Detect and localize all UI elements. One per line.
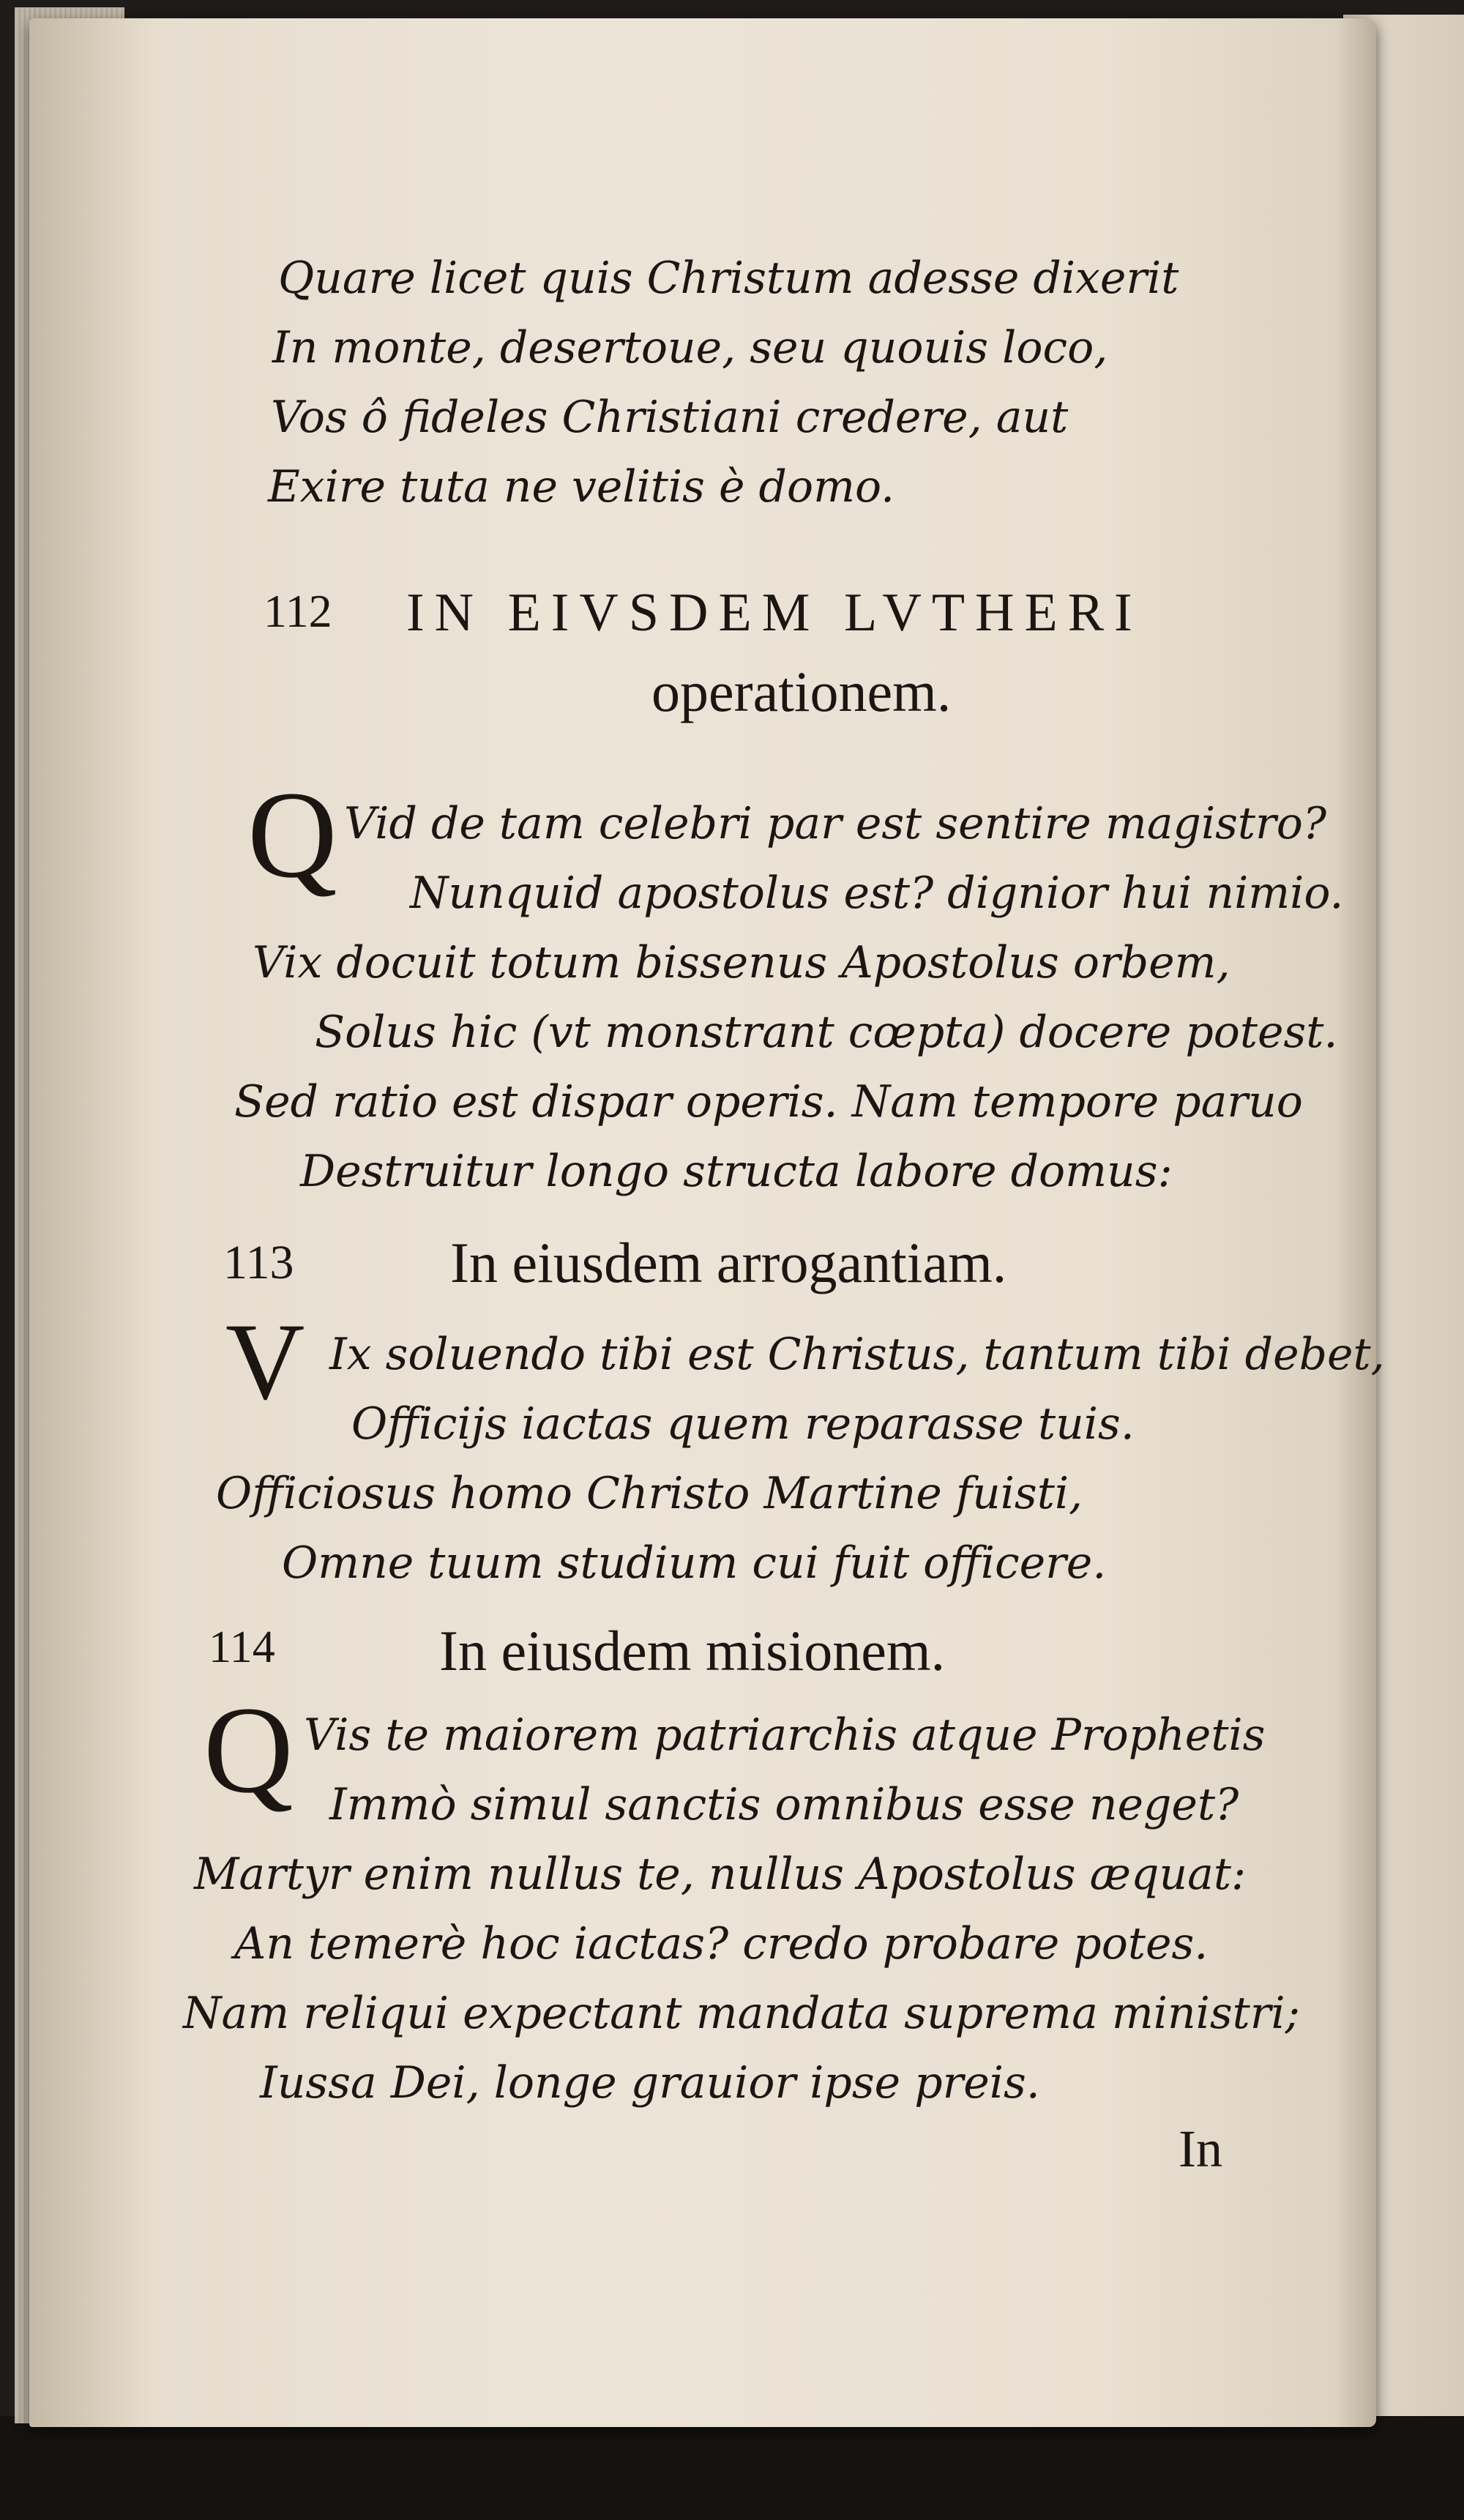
poem-112-line: Nunquid apostolus est? dignior hui nimio.: [410, 868, 1344, 919]
poem-112-line: Vix docuit totum bissenus Apostolus orbem,: [253, 937, 1230, 988]
poem-title: In eiusdem misionem.: [439, 1619, 946, 1682]
poem-114-line: Vis te maiorem patriarchis atque Prophetis: [304, 1710, 1266, 1761]
poem-111-line: Vos ô fideles Christiani credere, aut: [271, 392, 1069, 443]
poem-112-line: Vid de tam celebri par est sentire magistro?: [344, 798, 1327, 849]
drop-capital: Q: [247, 766, 337, 903]
poem-113-line: Ix soluendo tibi est Christus, tantum tibi debet,: [329, 1329, 1385, 1380]
poem-title: IN EIVSDEM LVTHERI: [406, 583, 1143, 643]
poem-111-line: Quare licet quis Christum adesse dixerit: [278, 253, 1179, 304]
poem-112-line: Solus hic (vt monstrant cœpta) docere potest.: [315, 1007, 1338, 1058]
catchword: In: [1179, 2120, 1222, 2178]
poem-114-line: Martyr enim nullus te, nullus Apostolus æquat:: [194, 1849, 1247, 1900]
poem-114-line: An temerè hoc iactas? credo probare potes.: [234, 1918, 1209, 1969]
book-page: [29, 18, 1385, 2427]
poem-114-line: Immò simul sanctis omnibus esse neget?: [329, 1779, 1239, 1830]
poem-111-line: In monte, desertoue, seu quouis loco,: [272, 322, 1108, 373]
poem-112-line: Destruitur longo structa labore domus:: [300, 1146, 1173, 1197]
poem-number: 114: [209, 1622, 275, 1672]
poem-number: 112: [264, 585, 332, 637]
poem-title: In eiusdem arrogantiam.: [450, 1231, 1007, 1294]
poem-113-line: Omne tuum studium cui fuit officere.: [282, 1537, 1107, 1589]
background-surface: [0, 2416, 1464, 2520]
poem-111-line: Exire tuta ne velitis è domo.: [268, 461, 895, 512]
poem-113-line: Officiosus homo Christo Martine fuisti,: [216, 1468, 1083, 1519]
poem-title-continued: operationem.: [651, 660, 952, 723]
drop-capital: Q: [203, 1681, 294, 1819]
drop-capital: V: [225, 1301, 305, 1423]
poem-number: 113: [223, 1236, 294, 1289]
poem-114-line: Iussa Dei, longe grauior ipse preis.: [260, 2057, 1040, 2109]
poem-113-line: Officijs iactas quem reparasse tuis.: [351, 1398, 1135, 1450]
poem-112-line: Sed ratio est dispar operis. Nam tempore paruo: [234, 1076, 1303, 1127]
poem-114-line: Nam reliqui expectant mandata suprema ministri;: [183, 1988, 1300, 2039]
